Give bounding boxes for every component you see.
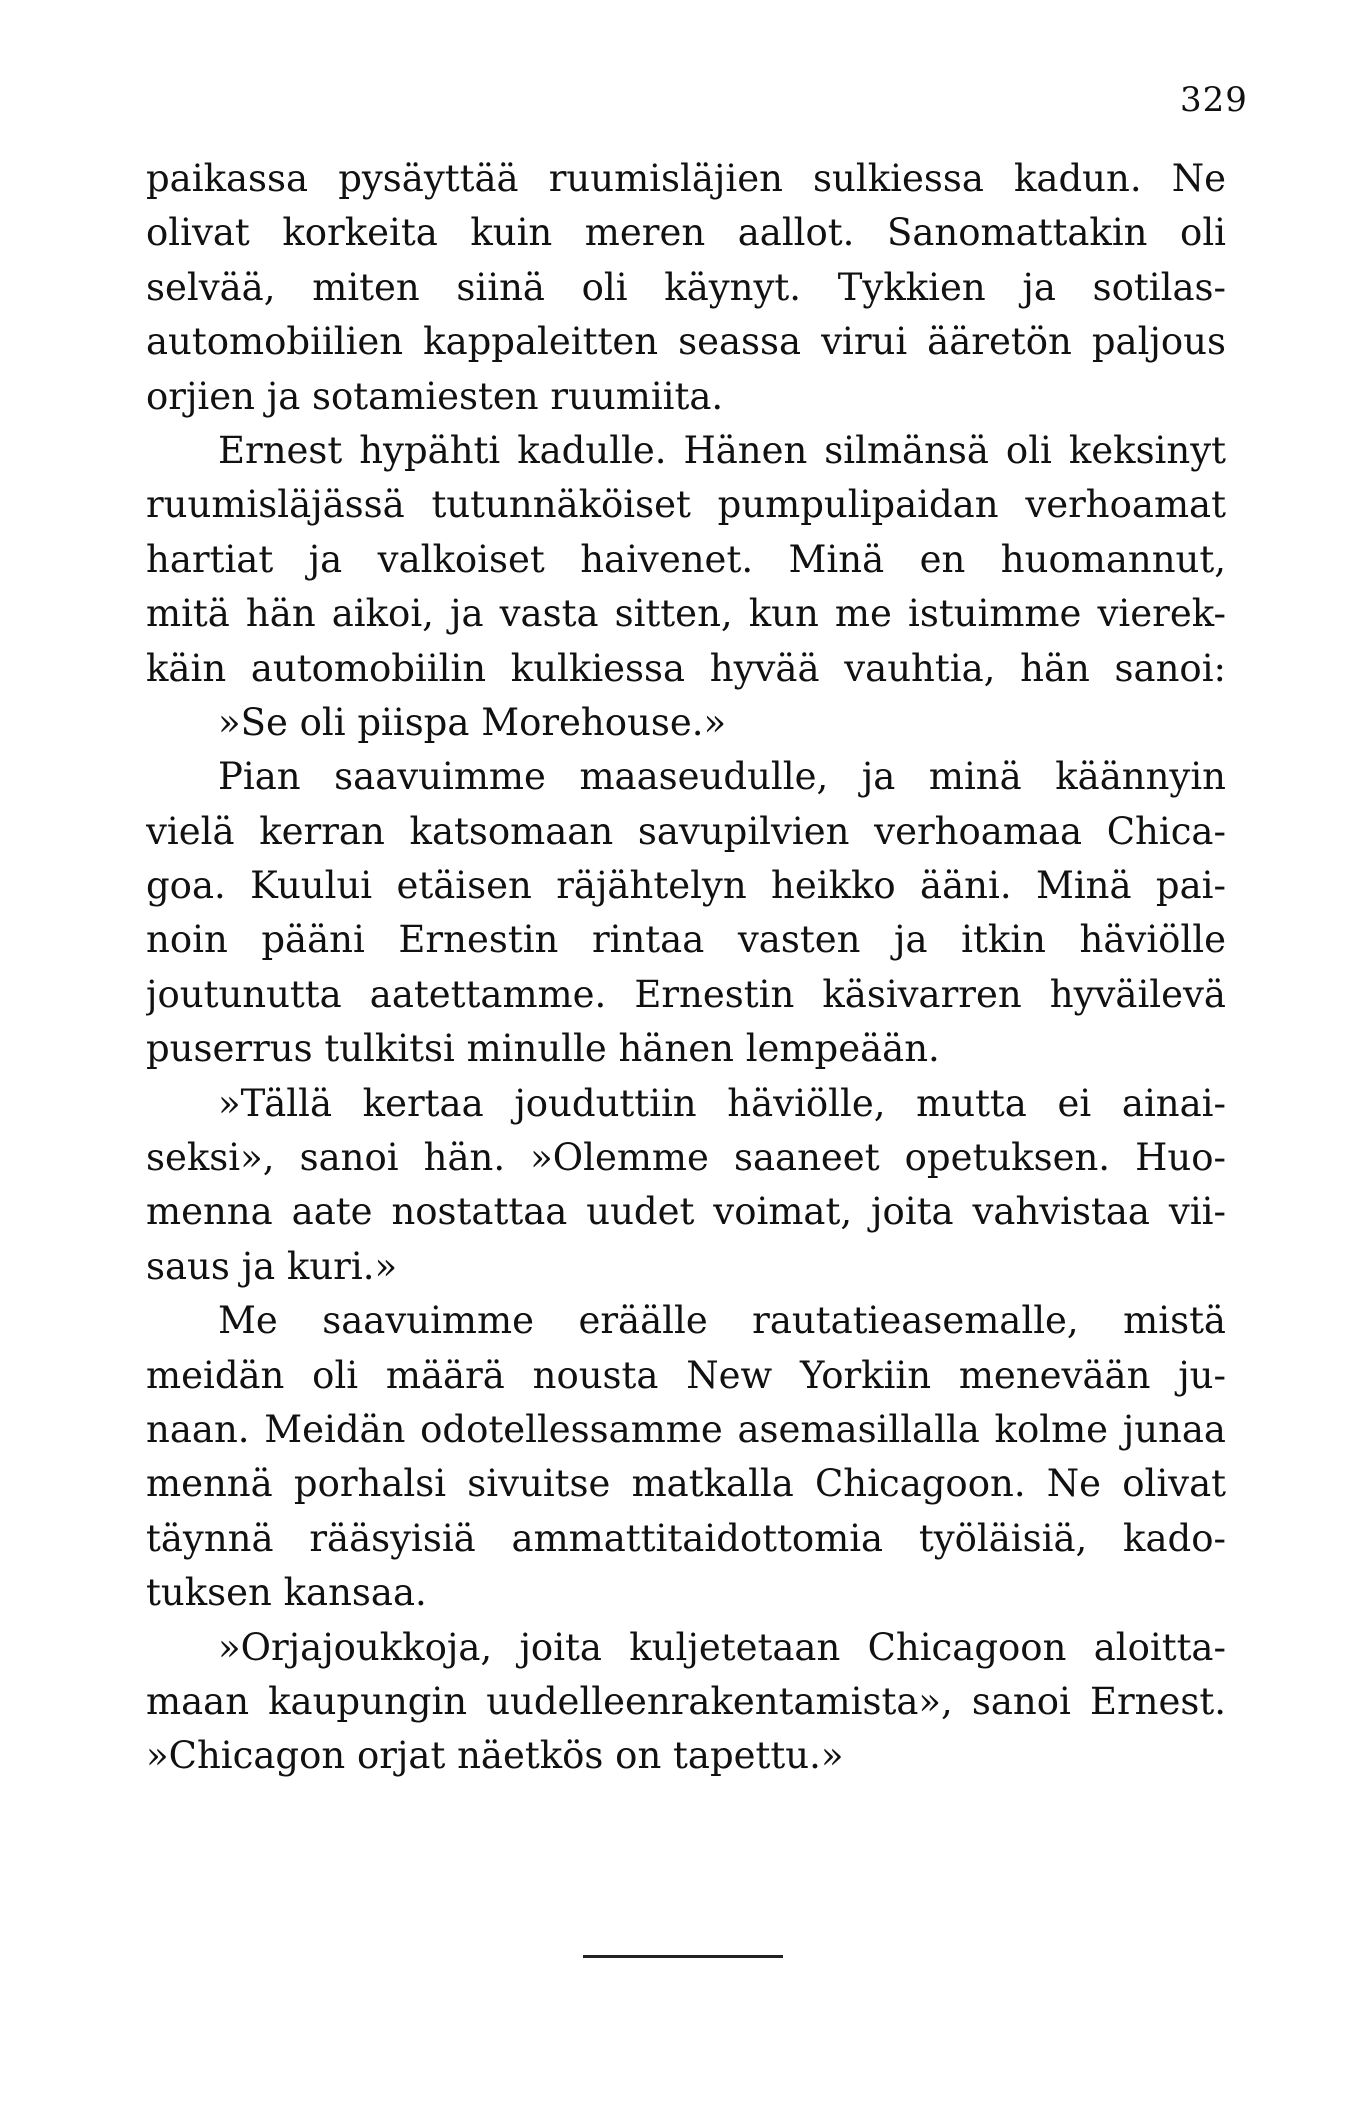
text-line: Me saavuimme eräälle rautatieasemalle, mistä	[218, 1299, 1226, 1343]
text-line: vielä kerran katsomaan savupilvien verhoamaa Chica-	[146, 809, 1226, 853]
body-text	[146, 152, 1226, 1784]
text-line: selvää, miten siinä oli käynyt. Tykkien ja sotilas-	[146, 265, 1226, 309]
text-line: mennä porhalsi sivuitse matkalla Chicagoon. Ne olivat	[146, 1462, 1226, 1506]
text-line: joutunutta aatettamme. Ernestin käsivarren hyväilevä	[146, 972, 1226, 1016]
text-line: paikassa pysäyttää ruumisläjien sulkiessa kadun. Ne	[146, 157, 1226, 200]
text-line: »Orjajoukkoja, joita kuljetetaan Chicagoon aloitta-	[218, 1625, 1226, 1669]
text-line: meidän oli määrä nousta New Yorkiin menevään ju-	[146, 1353, 1226, 1397]
text-line: tuksen kansaa.	[146, 1571, 427, 1615]
text-line: menna aate nostattaa uudet voimat, joita vahvistaa vii-	[146, 1190, 1226, 1234]
section-divider-rule	[583, 1955, 783, 1958]
text-line: täynnä rääsyisiä ammattitaidottomia työläisiä, kado-	[146, 1516, 1226, 1560]
text-line: olivat korkeita kuin meren aallot. Sanomattakin oli	[146, 211, 1226, 255]
text-line: seksi», sanoi hän. »Olemme saaneet opetuksen. Huo-	[146, 1136, 1226, 1180]
text-line: maan kaupungin uudelleenrakentamista», sanoi Ernest.	[146, 1679, 1226, 1723]
text-line: ruumisläjässä tutunnäköiset pumpulipaidan verhoamat	[146, 483, 1226, 527]
text-line: saus ja kuri.»	[146, 1244, 398, 1288]
text-line: Pian saavuimme maaseudulle, ja minä käännyin	[218, 755, 1226, 799]
text-line: automobiilien kappaleitten seassa virui ääretön paljous	[146, 320, 1226, 364]
text-line: naan. Meidän odotellessamme asemasillalla kolme junaa	[146, 1407, 1226, 1451]
text-line: »Tällä kertaa jouduttiin häviölle, mutta ei ainai-	[218, 1081, 1226, 1125]
text-line: mitä hän aikoi, ja vasta sitten, kun me istuimme vierek-	[146, 592, 1226, 636]
text-line: »Chicagon orjat näetkös on tapettu.»	[146, 1734, 844, 1778]
text-line: hartiat ja valkoiset haivenet. Minä en huomannut,	[146, 537, 1226, 581]
text-line: Ernest hypähti kadulle. Hänen silmänsä oli keksinyt	[218, 428, 1226, 472]
page-number: 329	[1180, 80, 1248, 120]
text-line: goa. Kuului etäisen räjähtelyn heikko ääni. Minä pai-	[146, 864, 1226, 908]
text-line: käin automobiilin kulkiessa hyvää vauhtia, hän sanoi:	[146, 646, 1226, 690]
text-line: noin pääni Ernestin rintaa vasten ja itkin häviölle	[146, 918, 1226, 962]
text-line: »Se oli piispa Morehouse.»	[218, 700, 727, 744]
text-line: orjien ja sotamiesten ruumiita.	[146, 374, 724, 418]
text-line: puserrus tulkitsi minulle hänen lempeään.	[146, 1027, 940, 1071]
